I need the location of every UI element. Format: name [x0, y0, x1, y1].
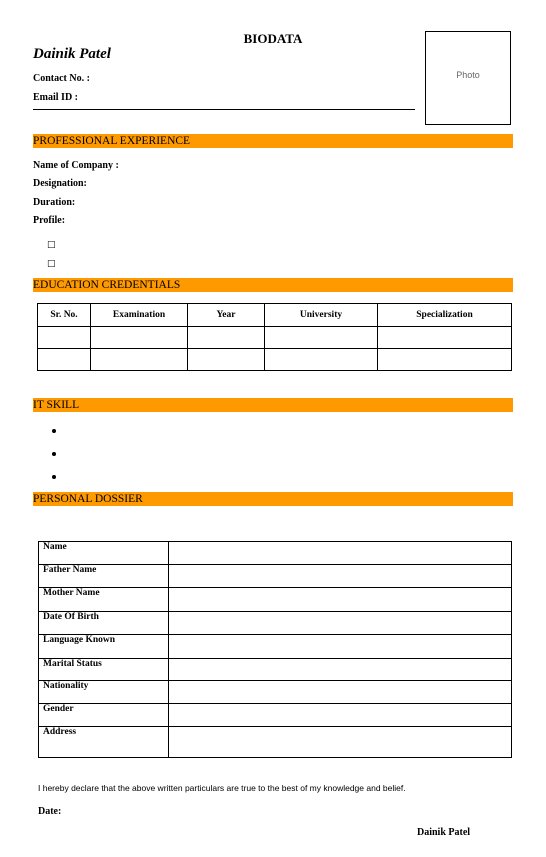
photo-label: Photo — [456, 70, 480, 80]
table-row — [39, 635, 512, 659]
contact-label: Contact No. : — [33, 73, 90, 84]
email-label: Email ID : — [33, 92, 78, 103]
photo-placeholder — [425, 31, 511, 125]
bullet-icon — [52, 475, 56, 479]
education-credentials-heading: EDUCATION CREDENTIALS — [33, 278, 513, 292]
personal-dossier-heading: PERSONAL DOSSIER — [33, 492, 513, 506]
table-cell[interactable] — [169, 588, 512, 612]
table-cell[interactable] — [169, 635, 512, 659]
table-row — [39, 659, 512, 681]
row-label: Name — [39, 542, 169, 565]
table-cell[interactable] — [38, 349, 91, 371]
table-cell[interactable] — [378, 327, 512, 349]
table-row — [39, 565, 512, 588]
table-row — [39, 542, 512, 565]
document-title: BIODATA — [243, 31, 303, 46]
column-header: Year — [188, 304, 265, 327]
table-cell[interactable] — [265, 327, 378, 349]
row-label: Gender — [39, 704, 169, 727]
bullet-icon — [52, 429, 56, 433]
table-cell[interactable] — [169, 681, 512, 704]
declaration-text: I hereby declare that the above written particulars are true to the best of my knowledge and belief. — [38, 783, 406, 793]
table-cell[interactable] — [169, 727, 512, 758]
table-cell[interactable] — [91, 327, 188, 349]
profile-label: Profile: — [33, 215, 66, 226]
company-name-label: Name of Company : — [33, 160, 119, 171]
table-row — [39, 704, 512, 727]
table-row — [39, 681, 512, 704]
row-label: Language Known — [39, 635, 169, 659]
candidate-name: Dainik Patel — [33, 46, 111, 62]
table-cell[interactable] — [38, 327, 91, 349]
column-header: University — [265, 304, 378, 327]
column-header: Examination — [91, 304, 188, 327]
table-cell[interactable] — [378, 349, 512, 371]
header-divider — [33, 109, 415, 110]
row-label: Marital Status — [39, 659, 169, 681]
signature-name: Dainik Patel — [417, 827, 471, 838]
table-cell[interactable] — [265, 349, 378, 371]
table-cell[interactable] — [188, 349, 265, 371]
table-row — [39, 727, 512, 758]
date-label: Date: — [38, 806, 62, 817]
table-cell[interactable] — [169, 565, 512, 588]
profile-checkbox-icon: □ — [47, 240, 56, 250]
row-label: Father Name — [39, 565, 169, 588]
table-header-row — [38, 304, 512, 327]
profile-checkbox-icon: □ — [47, 259, 56, 269]
table-row — [38, 327, 512, 349]
table-cell[interactable] — [169, 542, 512, 565]
table-row — [39, 612, 512, 635]
education-table — [37, 303, 512, 371]
row-label: Nationality — [39, 681, 169, 704]
table-cell[interactable] — [188, 327, 265, 349]
table-cell[interactable] — [169, 659, 512, 681]
duration-label: Duration: — [33, 197, 76, 208]
it-skill-heading: IT SKILL — [33, 398, 513, 412]
table-row — [38, 349, 512, 371]
table-cell[interactable] — [91, 349, 188, 371]
bullet-icon — [52, 452, 56, 456]
table-cell[interactable] — [169, 612, 512, 635]
professional-experience-heading: PROFESSIONAL EXPERIENCE — [33, 134, 513, 148]
table-cell[interactable] — [169, 704, 512, 727]
column-header: Specialization — [378, 304, 512, 327]
column-header: Sr. No. — [38, 304, 91, 327]
designation-label: Designation: — [33, 178, 87, 189]
row-label: Date Of Birth — [39, 612, 169, 635]
row-label: Address — [39, 727, 169, 758]
personal-table — [38, 541, 512, 758]
row-label: Mother Name — [39, 588, 169, 612]
table-row — [39, 588, 512, 612]
